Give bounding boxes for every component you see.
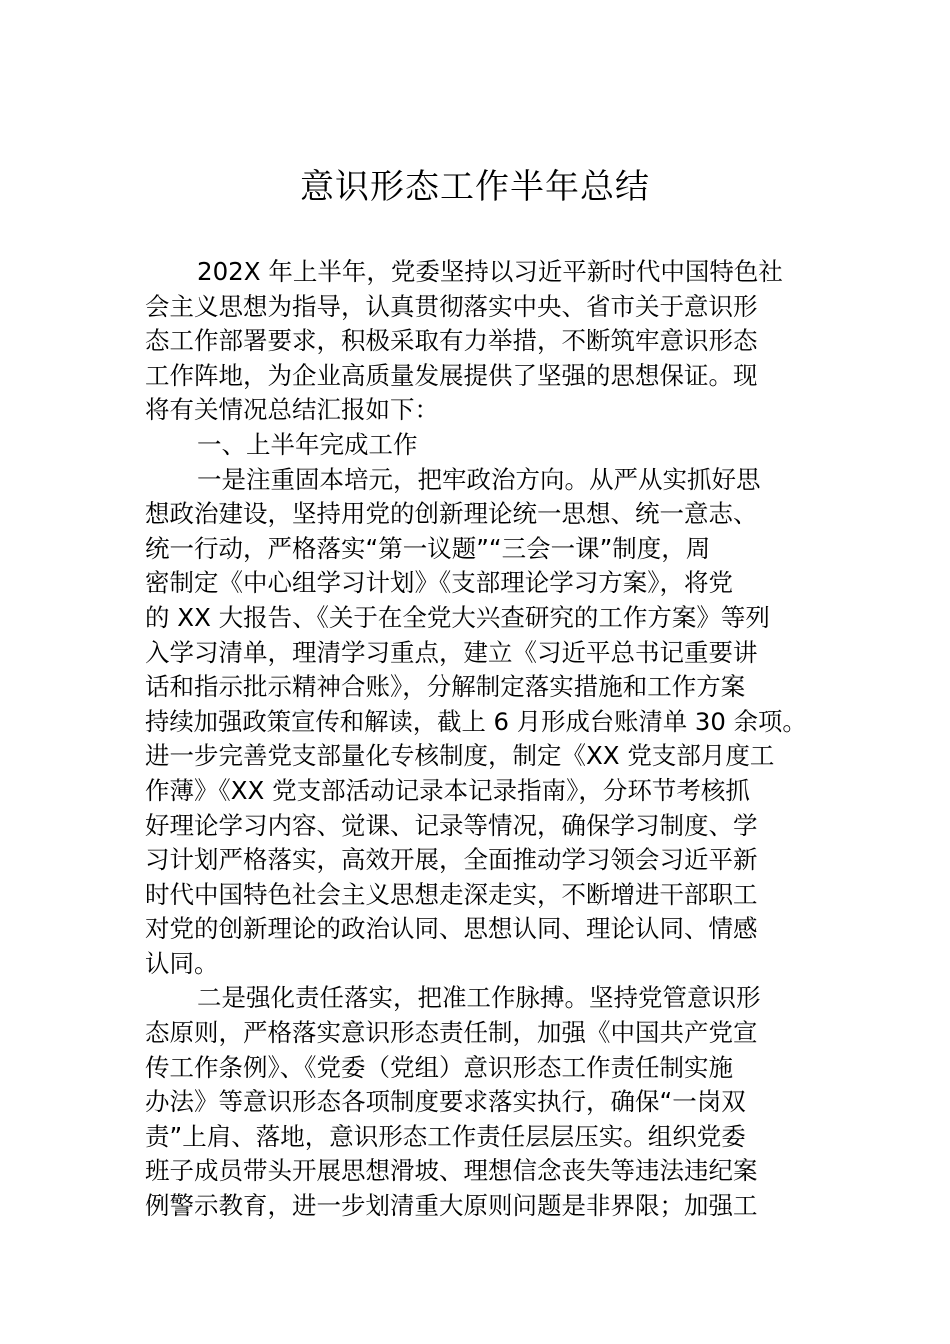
- paragraph-line: 好理论学习内容、觉课、记录等情况，确保学习制度、学: [145, 810, 758, 840]
- paragraph-line: 会主义思想为指导，认真贯彻落实中央、省市关于意识形: [145, 291, 758, 321]
- paragraph-line: 例警示教育，进一步划清重大原则问题是非界限；加强工: [145, 1191, 758, 1221]
- paragraph-line: 态工作部署要求，积极采取有力举措，不断筑牢意识形态: [145, 326, 758, 356]
- paragraph-line: 入学习清单，理清学习重点，建立《习近平总书记重要讲: [145, 637, 758, 667]
- paragraph-line: 认同。: [145, 948, 219, 978]
- paragraph-line: 班子成员带头开展思想滑坡、理想信念丧失等违法违纪案: [145, 1156, 758, 1186]
- paragraph-line: 202X 年上半年，党委坚持以习近平新时代中国特色社: [197, 257, 783, 286]
- paragraph-line: 二是强化责任落实，把准工作脉搏。坚持党管意识形: [197, 983, 761, 1013]
- paragraph-line: 工作阵地，为企业高质量发展提供了坚强的思想保证。现: [145, 360, 758, 390]
- paragraph-line: 将有关情况总结汇报如下：: [145, 395, 439, 425]
- section-heading: 一、上半年完成工作: [197, 429, 418, 459]
- document-title: 意识形态工作半年总结: [300, 167, 650, 207]
- paragraph-line: 时代中国特色社会主义思想走深走实，不断增进干部职工: [145, 879, 758, 909]
- document-body: [145, 255, 808, 1224]
- paragraph-line: 对党的创新理论的政治认同、思想认同、理论认同、情感: [145, 914, 758, 944]
- paragraph-line: 话和指示批示精神合账》，分解制定落实措施和工作方案: [145, 672, 746, 702]
- paragraph-line: 进一步完善党支部量化专核制度，制定《XX 党支部月度工: [145, 741, 775, 771]
- paragraph-line: 一是注重固本培元，把牢政治方向。从严从实抓好思: [197, 464, 761, 494]
- paragraph-line: 的 XX 大报告、《关于在全党大兴查研究的工作方案》等列: [145, 602, 770, 632]
- paragraph-line: 办法》等意识形态各项制度要求落实执行，确保“一岗双: [145, 1087, 746, 1117]
- paragraph-line: 统一行动，严格落实“第一议题”“三会一课”制度，周: [145, 533, 711, 563]
- paragraph-line: 习计划严格落实，高效开展，全面推动学习领会习近平新: [145, 845, 758, 875]
- paragraph-line: 密制定《中心组学习计划》《支部理论学习方案》，将党: [145, 568, 733, 598]
- paragraph-line: 想政治建设，坚持用党的创新理论统一思想、统一意志、: [145, 499, 758, 529]
- paragraph-line: 作薄》《XX 党支部活动记录本记录指南》，分环节考核抓: [145, 775, 750, 805]
- paragraph-line: 持续加强政策宣传和解读，截上 6 月形成台账清单 30 余项。: [145, 706, 807, 736]
- paragraph-line: 责”上肩、落地，意识形态工作责任层层压实。组织党委: [145, 1121, 746, 1151]
- paragraph-line: 态原则，严格落实意识形态责任制，加强《中国共产党宣: [145, 1018, 758, 1048]
- paragraph-line: 传工作条例》、《党委（党组）意识形态工作责任制实施: [145, 1052, 733, 1082]
